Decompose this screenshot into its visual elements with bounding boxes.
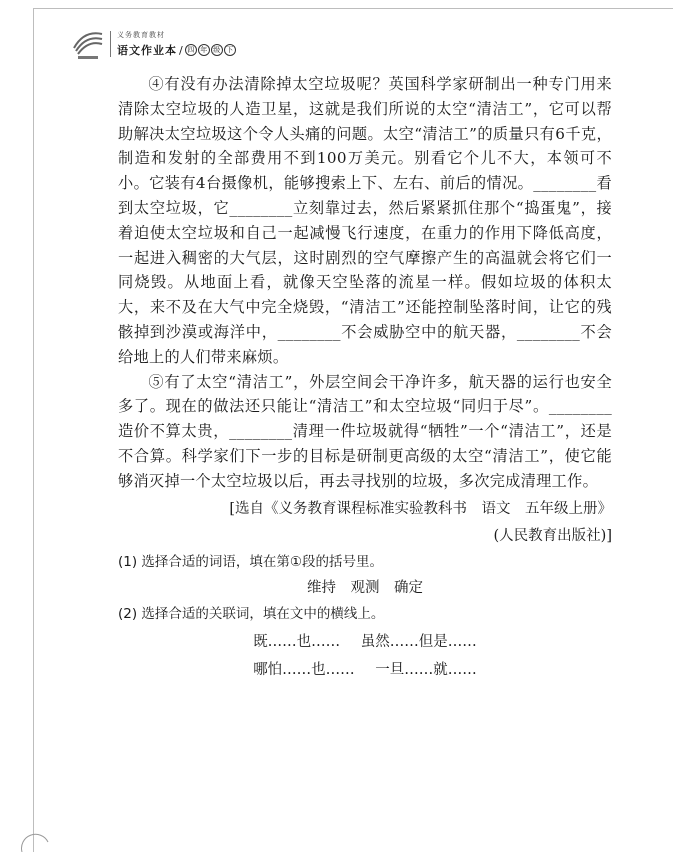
grade-char: 下 <box>224 44 236 56</box>
series-name: 义务教育教材 <box>117 31 165 39</box>
conjunction-option: 既……也…… <box>253 634 341 651</box>
source-publisher: (人民教育出版社)] <box>493 528 612 545</box>
conjunction-options-row-2 <box>118 657 612 683</box>
publisher-logo-icon <box>70 26 106 62</box>
header-text <box>117 30 237 58</box>
header-divider <box>110 31 111 57</box>
page-frame-left <box>33 8 34 852</box>
grade-tag <box>185 44 237 56</box>
title-slash: / <box>179 43 183 57</box>
question-2: (2) 选择合适的关联词，填在文中的横线上。 <box>118 606 385 623</box>
book-title-row <box>117 42 237 58</box>
conjunction-option: 虽然……但是…… <box>360 634 477 651</box>
page-frame-top <box>33 8 673 9</box>
paragraph-5: ⑤有了太空“清洁工”，外层空间会干净许多，航天器的运行也安全多了。现在的做法还只能让“清洁工”和太空垃圾“同归于尽”。________造价不算太贵，________清理一件垃圾就得“牺牲”一个“清洁工”，还是不合算。科学家们下一步的目标是研制更高级的太空“清洁工”，使它能够消灭掉一个太空垃圾以后，再去寻找别的垃圾，多次完成清理工作。 <box>118 372 612 490</box>
question-1-word-options: 维持 观测 确定 <box>307 580 423 597</box>
conjunction-option: 哪怕……也…… <box>253 662 355 679</box>
grade-char: 级 <box>211 44 223 56</box>
grade-char: 四 <box>185 44 197 56</box>
page-header <box>70 26 237 62</box>
book-title: 语文作业本 <box>117 44 177 57</box>
conjunction-option: 一旦……就…… <box>375 662 477 679</box>
question-1: (1) 选择合适的词语，填在第①段的括号里。 <box>118 554 384 571</box>
main-content <box>118 72 612 683</box>
conjunction-options-row-1 <box>118 629 612 655</box>
grade-char: 年 <box>198 44 210 56</box>
paragraph-4: ④有没有办法清除掉太空垃圾呢？英国科学家研制出一种专门用来清除太空垃圾的人造卫星，这就是我们所说的太空“清洁工”，它可以帮助解决太空垃圾这个令人头痛的问题。太空“清洁工”的质量只有6千克，制造和发射的全部费用不到100万美元。别看它个儿不大，本领可不小。它装有4台摄像机，能够搜索上下、左右、前后的情况。________看到太空垃圾，它________立刻靠过去，然后紧紧抓住那个“捣蛋鬼”，接着迫使太空垃圾和自己一起减慢飞行速度，在重力的作用下降低高度，一起进入稠密的大气层，这时剧烈的空气摩擦产生的高温就会将它们一同烧毁。从地面上看，就像天空坠落的流星一样。假如垃圾的体积太大，来不及在大气中完全烧毁，“清洁工”还能控制坠落时间，让它的残骸掉到沙漠或海洋中，________不会威胁空中的航天器，________不会给地上的人们带来麻烦。 <box>118 75 612 366</box>
source-citation: [选自《义务教育课程标准实验教科书 语文 五年级上册》 <box>229 500 612 517</box>
corner-arc-decoration <box>20 828 50 852</box>
